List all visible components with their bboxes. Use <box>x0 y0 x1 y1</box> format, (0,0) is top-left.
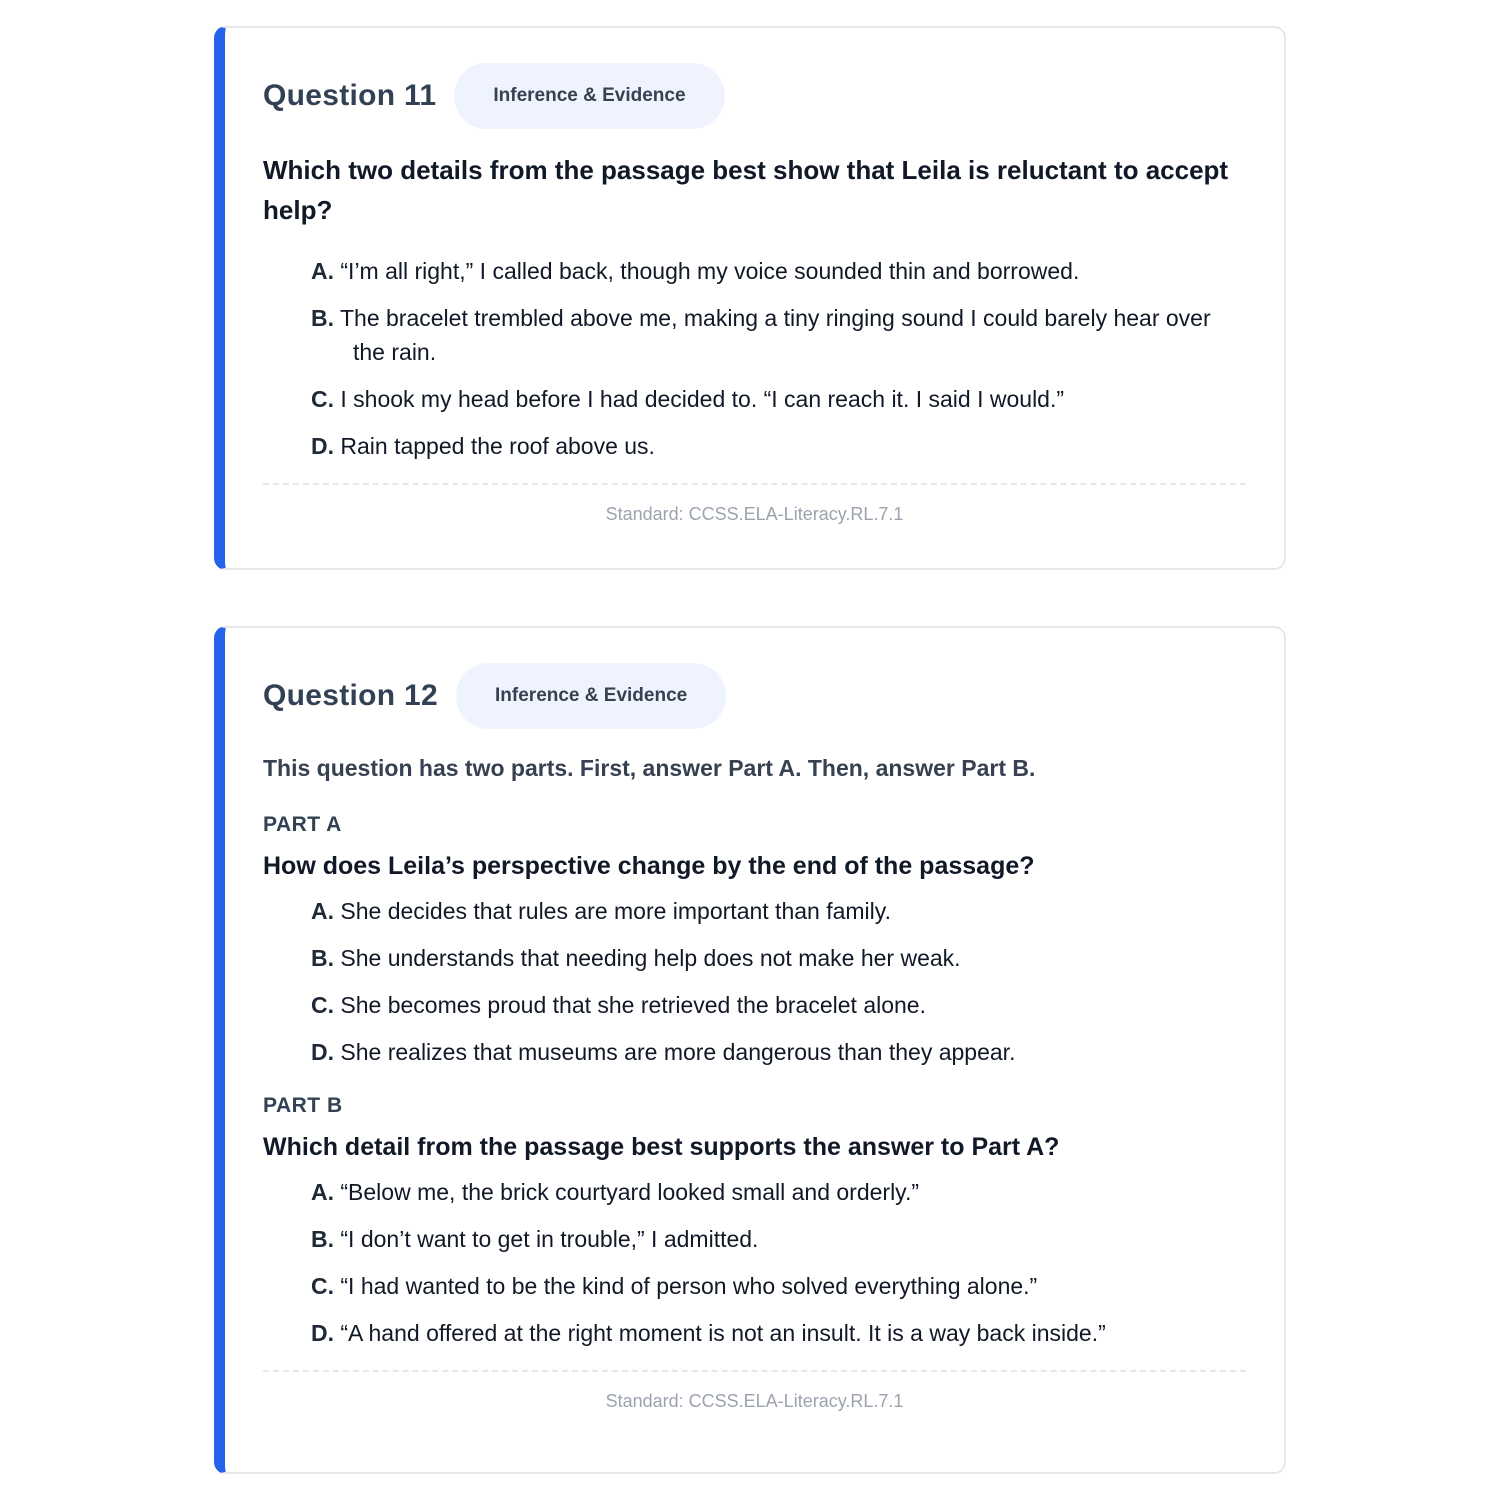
answer-option-a[interactable] <box>311 254 1246 288</box>
answer-option-d[interactable] <box>311 429 1246 463</box>
option-letter: B. <box>311 305 334 331</box>
option-letter: A. <box>311 258 334 284</box>
question-stem: Which two details from the passage best show that Leila is reluctant to accept help? <box>263 155 1229 225</box>
option-text: “I’m all right,” I called back, though my voice sounded thin and borrowed. <box>340 258 1080 284</box>
part-b-label: PART B <box>263 1094 343 1117</box>
question-intro: This question has two parts. First, answer Part A. Then, answer Part B. <box>263 755 1036 781</box>
standard-label: Standard: CCSS.ELA-Literacy.RL.7.1 <box>605 1391 904 1411</box>
option-letter: B. <box>311 1226 334 1252</box>
option-letter: A. <box>311 898 334 924</box>
option-letter: D. <box>311 433 334 459</box>
option-text: She decides that rules are more important than family. <box>340 898 891 924</box>
part-b-options <box>263 1175 1246 1350</box>
part-b-option-b[interactable] <box>311 1222 1246 1256</box>
option-letter: C. <box>311 1273 334 1299</box>
part-a-stem: How does Leila’s perspective change by the end of the passage? <box>263 852 1035 880</box>
option-letter: D. <box>311 1039 334 1065</box>
part-a-label: PART A <box>263 813 342 836</box>
divider <box>263 483 1246 485</box>
option-text: “Below me, the brick courtyard looked small and orderly.” <box>340 1179 920 1205</box>
question-card-12 <box>214 626 1286 1474</box>
skill-tag: Inference & Evidence <box>454 63 724 129</box>
question-title: Question 11 <box>263 79 437 112</box>
option-text: “A hand offered at the right moment is not an insult. It is a way back inside.” <box>340 1320 1106 1346</box>
answer-option-c[interactable] <box>311 382 1246 416</box>
divider <box>263 1370 1246 1372</box>
skill-tag: Inference & Evidence <box>456 663 726 729</box>
part-b-option-d[interactable] <box>311 1316 1246 1350</box>
part-a-option-a[interactable] <box>311 894 1246 928</box>
standard-label: Standard: CCSS.ELA-Literacy.RL.7.1 <box>605 504 904 524</box>
option-text: She realizes that museums are more dangerous than they appear. <box>340 1039 1016 1065</box>
option-text: “I had wanted to be the kind of person who solved everything alone.” <box>340 1273 1038 1299</box>
part-a-option-d[interactable] <box>311 1035 1246 1069</box>
answer-options <box>263 254 1246 463</box>
option-letter: D. <box>311 1320 334 1346</box>
part-a-option-c[interactable] <box>311 988 1246 1022</box>
option-text: She becomes proud that she retrieved the bracelet alone. <box>340 992 926 1018</box>
answer-option-b[interactable] <box>311 301 1246 369</box>
part-b-option-a[interactable] <box>311 1175 1246 1209</box>
question-header <box>263 662 1246 730</box>
part-b-stem: Which detail from the passage best supports the answer to Part A? <box>263 1133 1060 1161</box>
option-text: “I don’t want to get in trouble,” I admitted. <box>340 1226 759 1252</box>
part-a-options <box>263 894 1246 1069</box>
question-header <box>263 62 1246 130</box>
option-text: I shook my head before I had decided to. “I can reach it. I said I would.” <box>340 386 1065 412</box>
option-text: Rain tapped the roof above us. <box>340 433 655 459</box>
question-title: Question 12 <box>263 679 439 712</box>
option-text: She understands that needing help does not make her weak. <box>340 945 961 971</box>
question-card-11 <box>214 26 1286 570</box>
option-letter: B. <box>311 945 334 971</box>
option-letter: C. <box>311 992 334 1018</box>
option-letter: C. <box>311 386 334 412</box>
option-text: The bracelet trembled above me, making a tiny ringing sound I could barely hear over the rain. <box>339 305 1211 365</box>
part-b-option-c[interactable] <box>311 1269 1246 1303</box>
part-a-option-b[interactable] <box>311 941 1246 975</box>
option-letter: A. <box>311 1179 334 1205</box>
